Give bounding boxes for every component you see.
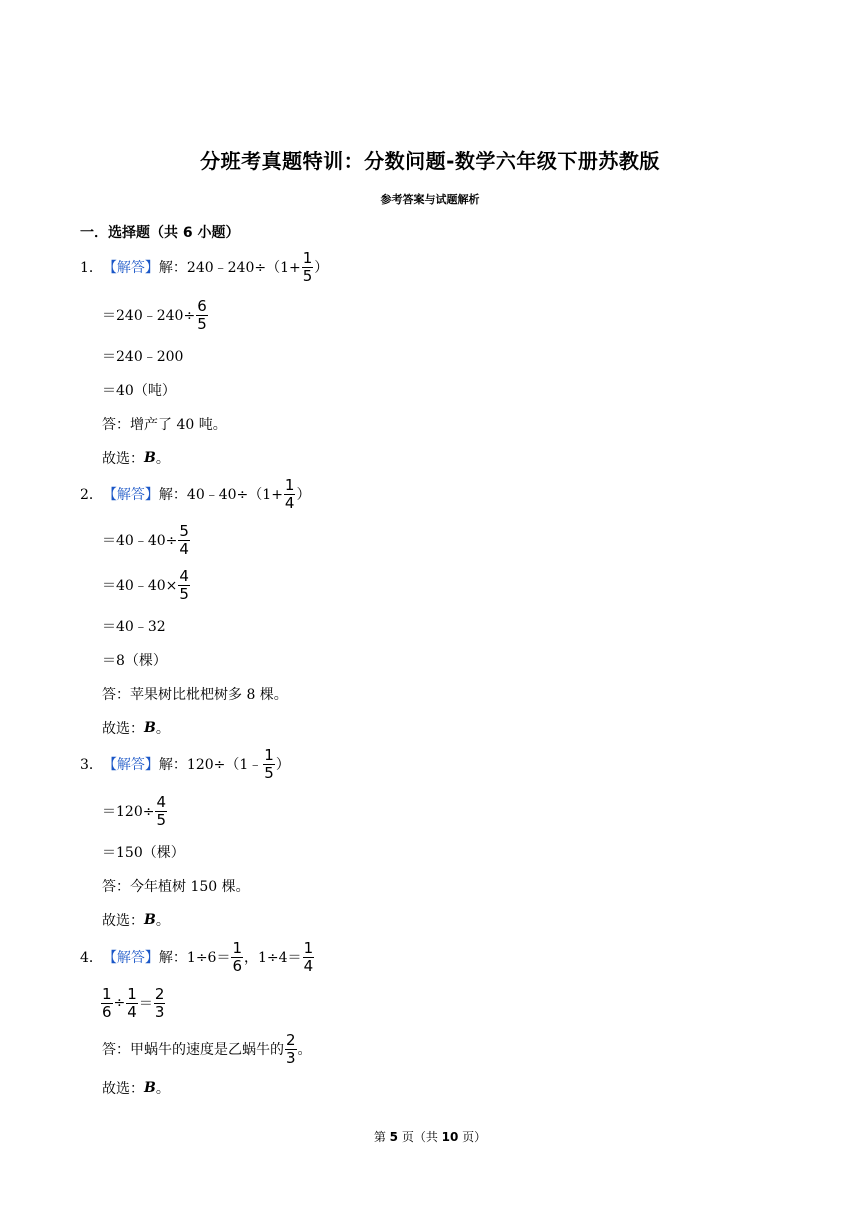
q1-expr: 解：240﹣240÷（1+ [158,260,301,276]
choice-label: 故选： [102,721,144,737]
q1-fraction [302,250,314,285]
numerator: 1 [102,984,112,1003]
q2-fraction [178,568,190,603]
q1-answer-tag: 【解答】 [102,260,159,276]
denominator: 6 [232,956,243,975]
denominator: 3 [154,1002,165,1021]
page-title: 分班考真题特训：分数问题-数学六年级下册苏教版 [200,149,660,173]
denominator: 5 [179,584,189,603]
choice-label: 故选： [102,1081,144,1097]
q2-expr-close: ） [296,487,311,503]
q1-line-4: ＝40（吨） [102,383,176,399]
denominator: 4 [179,539,189,558]
denominator: 4 [284,493,295,512]
q4-fraction [126,986,138,1021]
q3-line-2 [102,792,168,830]
q3-line-3: ＝150（棵） [102,845,185,861]
denominator: 3 [286,1048,296,1067]
q1-choice [102,439,170,477]
q1-answer: 答：增产了 40 吨。 [102,417,227,433]
q3-fraction [263,747,275,782]
choice-letter: B [144,450,156,466]
q3-answer-tag: 【解答】 [102,757,159,773]
q2-answer: 答：苹果树比枇杷树多 8 棵。 [102,687,288,703]
numerator: 5 [179,521,189,540]
choice-letter: B [144,720,156,736]
equals-sign: ＝ [138,996,153,1012]
q4-answer [102,1030,312,1068]
q4-expr-mid: ，1÷4＝ [244,950,302,966]
denominator: 5 [264,763,274,782]
numerator: 1 [264,745,274,764]
choice-label: 故选： [102,913,144,929]
section-heading: 一．选择题（共 6 小题） [80,225,240,241]
numerator: 1 [232,938,243,957]
choice-letter: B [144,1080,156,1096]
q3-expr-close: ） [275,757,290,773]
q2-fraction [284,477,296,512]
q1-line-3: ＝240﹣200 [102,349,184,365]
q2-line-3 [102,566,191,604]
q1-number: 1． [80,260,103,276]
q4-expr: 解：1÷6＝ [158,950,231,966]
choice-label: 故选： [102,451,144,467]
q1-step: ＝240﹣240÷ [102,308,196,324]
q3-line-1 [80,745,290,783]
q4-line-2 [100,984,166,1022]
numerator: 2 [154,984,165,1003]
q2-answer-tag: 【解答】 [102,487,159,503]
q3-number: 3． [80,757,103,773]
q4-fraction [101,986,113,1021]
denominator: 5 [302,266,313,285]
page-number: 5 [389,1130,398,1144]
footer-text: 第 [373,1130,390,1144]
choice-end: 。 [155,1081,170,1097]
choice-end: 。 [155,913,170,929]
q4-line-1 [80,938,315,976]
choice-end: 。 [155,451,170,467]
q4-answer-tag: 【解答】 [102,950,159,966]
footer-text: 页（共 [398,1130,442,1144]
footer-text: 页） [458,1130,487,1144]
q4-choice [102,1069,170,1107]
q3-answer: 答：今年植树 150 棵。 [102,879,250,895]
denominator: 4 [303,956,314,975]
q4-number: 4． [80,950,103,966]
choice-end: 。 [155,721,170,737]
q1-line-1 [80,248,328,286]
q1-line-2 [102,296,209,334]
q2-step: ＝40﹣40÷ [102,533,178,549]
q3-step: ＝120÷ [102,804,155,820]
numerator: 1 [303,938,314,957]
q2-line-5: ＝8（棵） [102,653,167,669]
q2-choice [102,709,170,747]
page-footer [0,1128,860,1145]
numerator: 4 [156,792,166,811]
q2-line-4: ＝40﹣32 [102,619,166,635]
numerator: 1 [127,984,137,1003]
q1-fraction [196,298,208,333]
page-subtitle: 参考答案与试题解析 [380,193,480,206]
numerator: 4 [179,566,189,585]
q2-expr: 解：40﹣40÷（1+ [158,487,283,503]
q4-fraction [154,986,166,1021]
q2-line-1 [80,475,310,513]
numerator: 1 [302,248,313,267]
q2-number: 2． [80,487,103,503]
denominator: 5 [156,810,166,829]
numerator: 2 [286,1030,296,1049]
q4-fraction [303,940,315,975]
page-total: 10 [441,1130,459,1144]
choice-letter: B [144,912,156,928]
q4-fraction [231,940,243,975]
divide-sign: ÷ [113,995,126,1011]
numerator: 1 [284,475,295,494]
q1-expr-close: ） [314,260,329,276]
q3-fraction [155,794,167,829]
q2-line-2 [102,521,191,559]
q4-answer-text: 答：甲蜗牛的速度是乙蜗牛的 [102,1042,284,1058]
numerator: 6 [197,296,207,315]
q4-fraction [285,1032,297,1067]
q3-expr: 解：120÷（1﹣ [158,757,263,773]
denominator: 4 [127,1002,137,1021]
q2-fraction [178,523,190,558]
denominator: 6 [102,1002,112,1021]
q3-choice [102,901,170,939]
q2-step: ＝40﹣40× [102,578,178,594]
denominator: 5 [197,314,207,333]
q4-answer-end: 。 [297,1042,312,1058]
